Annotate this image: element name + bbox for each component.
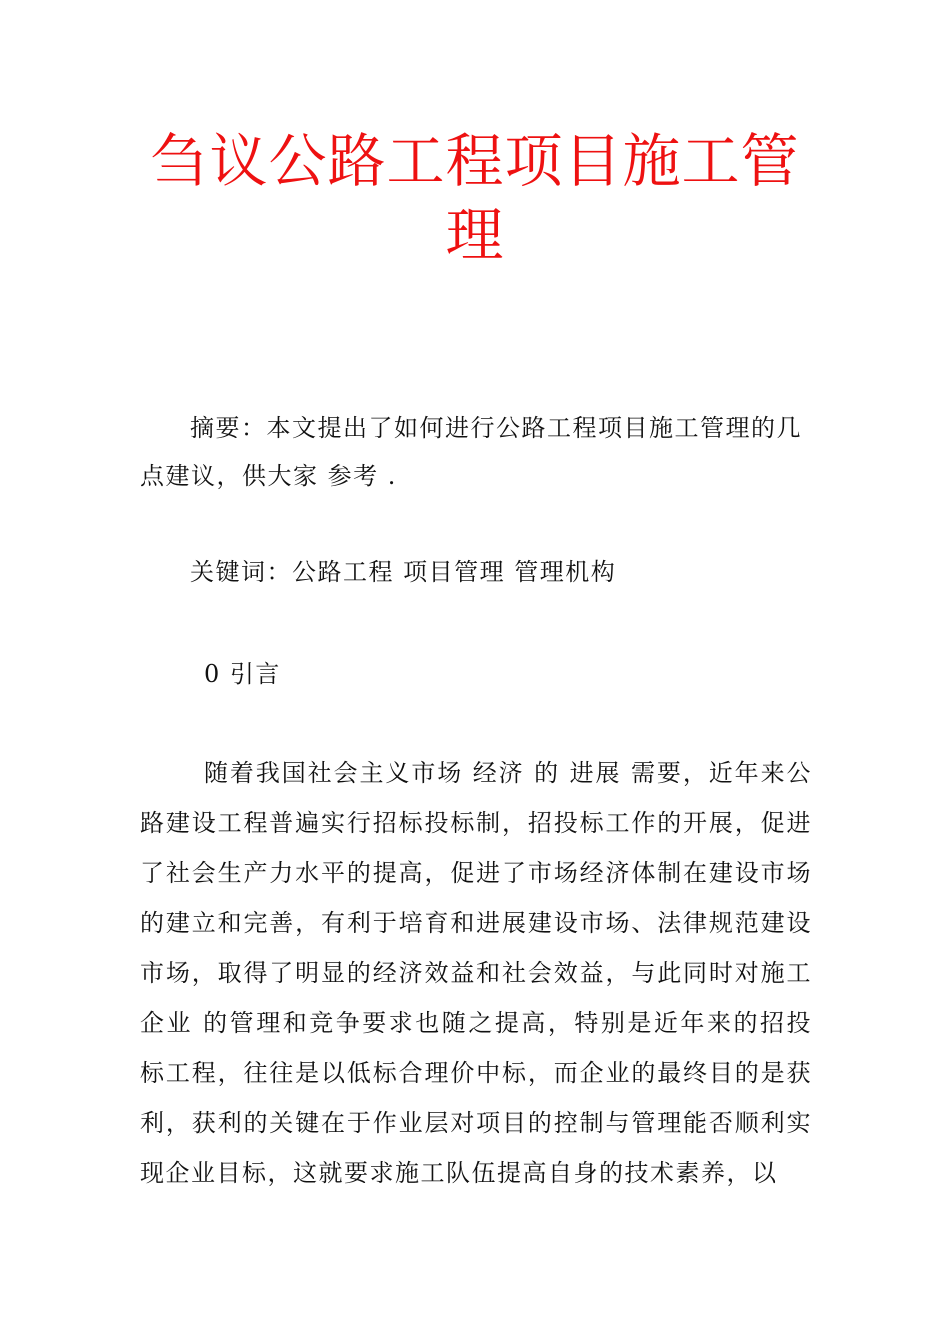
body-paragraph: 随着我国社会主义市场 经济 的 进展 需要，近年来公路建设工程普遍实行招标投标制，招投标工作的开展，促进了社会生产力水平的提高，促进了市场经济体制在建设市场的建立和完善，有利于培育和进展建设市场、法律规范建设市场，取得了明显的经济效益和社会效益，与此同时对施工 企业 的管理和竞争要求也随之提高，特别是近年来的招投标工程，往往是以低标合理价中标，而企业的最终目的是获利，获利的关键在于作业层对项目的控制与管理能否顺利实现企业目标，这就要求施工队伍提高自身的技术素养，以	[140, 759, 812, 1187]
abstract-paragraph: 摘要：本文提出了如何进行公路工程项目施工管理的几点建议，供大家 参考 .	[140, 414, 802, 490]
section-heading: 0 引言	[204, 660, 281, 688]
keywords-line: 关键词：公路工程 项目管理 管理机构	[190, 558, 617, 586]
document-title: 刍议公路工程项目施工管理	[150, 127, 800, 269]
